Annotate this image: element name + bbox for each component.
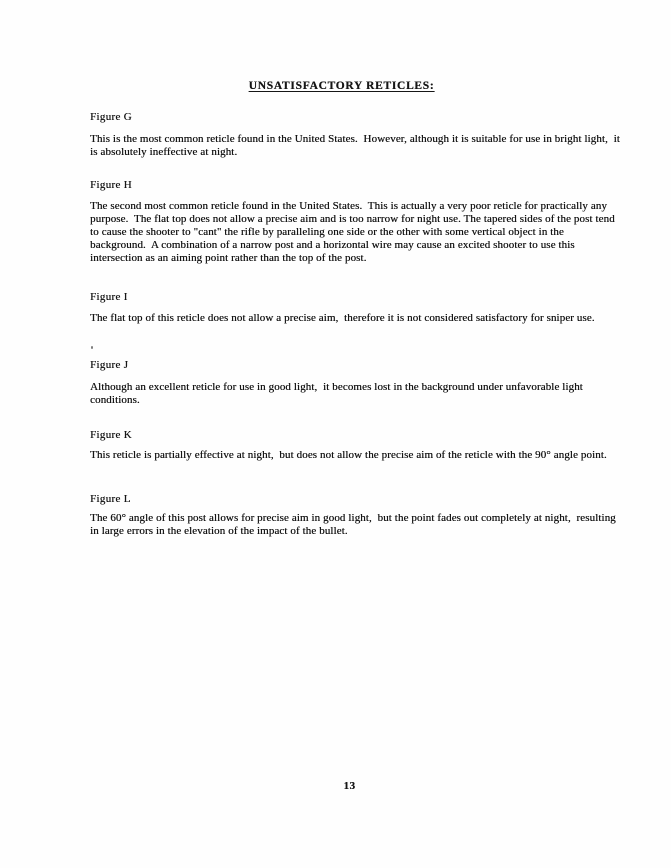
figure-i-paragraph: The flat top of this reticle does not allow a precise aim, therefore it is not considered satisfactory for sniper use. (90, 312, 595, 324)
page-number: 13 (343, 780, 356, 792)
figure-i-heading: Figure I (90, 291, 128, 303)
scan-artifact-dot (91, 346, 93, 349)
figure-g-paragraph: This is the most common reticle found in the United States. However, although it is suitable for use in bright light, it is absolutely ineffective at night. (90, 133, 623, 158)
figure-j-paragraph: Although an excellent reticle for use in good light, it becomes lost in the background under unfavorable light conditions. (90, 381, 586, 406)
figure-l-heading: Figure L (90, 493, 131, 505)
figure-k-heading: Figure K (90, 429, 132, 441)
figure-h-heading: Figure H (90, 179, 132, 191)
figure-k-paragraph: This reticle is partially effective at night, but does not allow the precise aim of the reticle with the 90° angle point. (90, 449, 607, 461)
figure-h-paragraph: The second most common reticle found in the United States. This is actually a very poor reticle for practically any purpose. The flat top does not allow a precise aim and is too narrow for night use. The tapered sides of the post tend to cause the shooter to "cant" the rifle by paralleling one side or the other with some vertical object in the background. A combination of a narrow post and a horizontal wire may cause an excited shooter to use this intersection as an aiming point rather than the top of the post. (90, 200, 618, 264)
page-title: UNSATISFACTORY RETICLES: (248, 80, 435, 92)
figure-l-paragraph: The 60° angle of this post allows for precise aim in good light, but the point fades out completely at night, resulting in large errors in the elevation of the impact of the bullet. (90, 512, 619, 537)
figure-j-heading: Figure J (90, 359, 129, 371)
figure-g-heading: Figure G (90, 111, 132, 123)
